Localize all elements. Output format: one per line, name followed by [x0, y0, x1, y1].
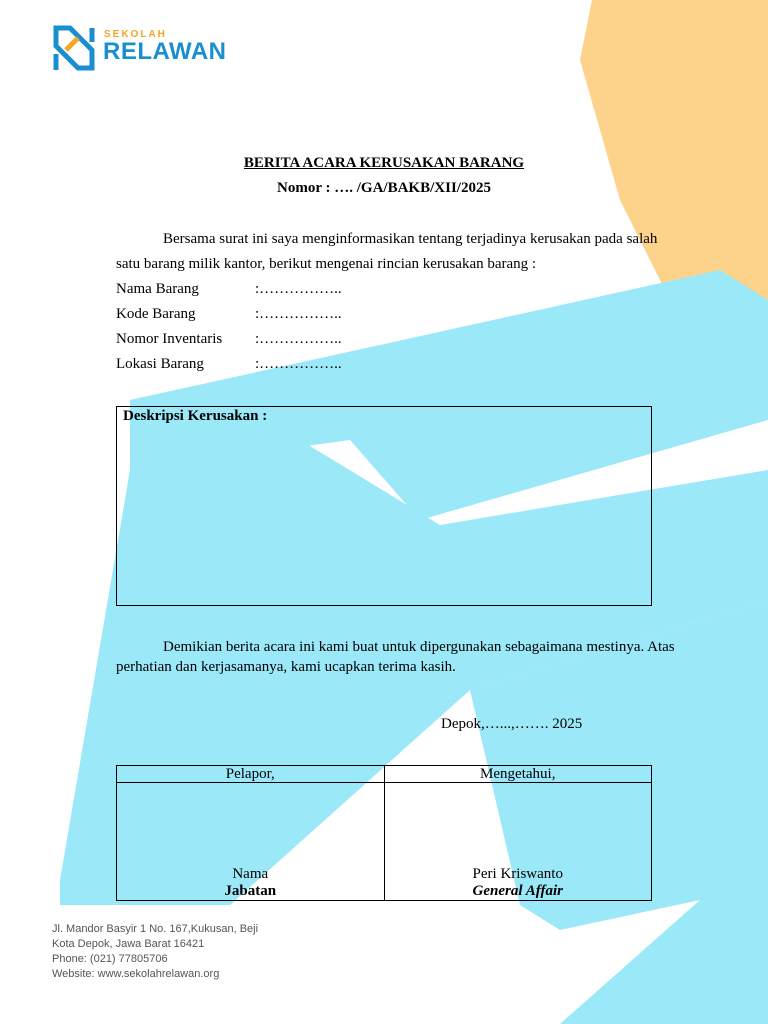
logo-big-text: RELAWAN: [103, 38, 227, 65]
field-value-nama-barang: :……………..: [255, 281, 342, 297]
signature-header-right: Mengetahui,: [384, 766, 652, 783]
signer-name-left: Nama: [232, 866, 269, 882]
field-label-nama-barang: Nama Barang: [116, 281, 199, 297]
document-title: BERITA ACARA KERUSAKAN BARANG: [243, 155, 525, 171]
signer-name-right: Peri Kriswanto: [472, 866, 563, 882]
field-value-kode-barang: :……………..: [255, 306, 342, 322]
date-line: Depok,…...,……. 2025: [441, 716, 583, 732]
document-number: Nomor : …. /GA/BAKB/XII/2025: [277, 180, 491, 196]
footer-website[interactable]: Website: www.sekolahrelawan.org: [52, 968, 220, 980]
signer-role-right: General Affair: [472, 883, 563, 899]
field-value-lokasi-barang: :……………..: [255, 356, 342, 372]
signer-role-left: Jabatan: [224, 883, 277, 899]
field-label-lokasi-barang: Lokasi Barang: [116, 356, 204, 372]
signature-header-left: Pelapor,: [117, 766, 385, 783]
sekolah-relawan-logo-icon: [52, 24, 98, 74]
description-label: Deskripsi Kerusakan :: [123, 408, 268, 424]
logo-small-text: SEKOLAH: [104, 29, 167, 40]
field-label-nomor-inventaris: Nomor Inventaris: [116, 331, 223, 347]
description-box[interactable]: [116, 406, 652, 606]
field-value-nomor-inventaris: :……………..: [255, 331, 342, 347]
footer-address-line-2: Kota Depok, Jawa Barat 16421: [52, 938, 205, 950]
field-label-kode-barang: Kode Barang: [116, 306, 196, 322]
closing-paragraph: Demikian berita acara ini kami buat untuk dipergunakan sebagaimana mestinya. Atas perhatian dan kerjasamanya, kami ucapkan terima kasih.: [116, 639, 675, 675]
signature-cell-right: [384, 783, 652, 901]
signature-table: [116, 765, 652, 901]
footer-address-line-1: Jl. Mandor Basyir 1 No. 167,Kukusan, Beji: [52, 923, 259, 935]
intro-paragraph: Bersama surat ini saya menginformasikan tentang terjadinya kerusakan pada salah satu barang milik kantor, berikut mengenai rincian kerusakan barang :: [116, 231, 658, 272]
footer-phone: Phone: (021) 77805706: [52, 953, 168, 965]
logo: [52, 24, 232, 76]
footer: [52, 922, 258, 982]
signature-cell-left: [117, 783, 385, 901]
